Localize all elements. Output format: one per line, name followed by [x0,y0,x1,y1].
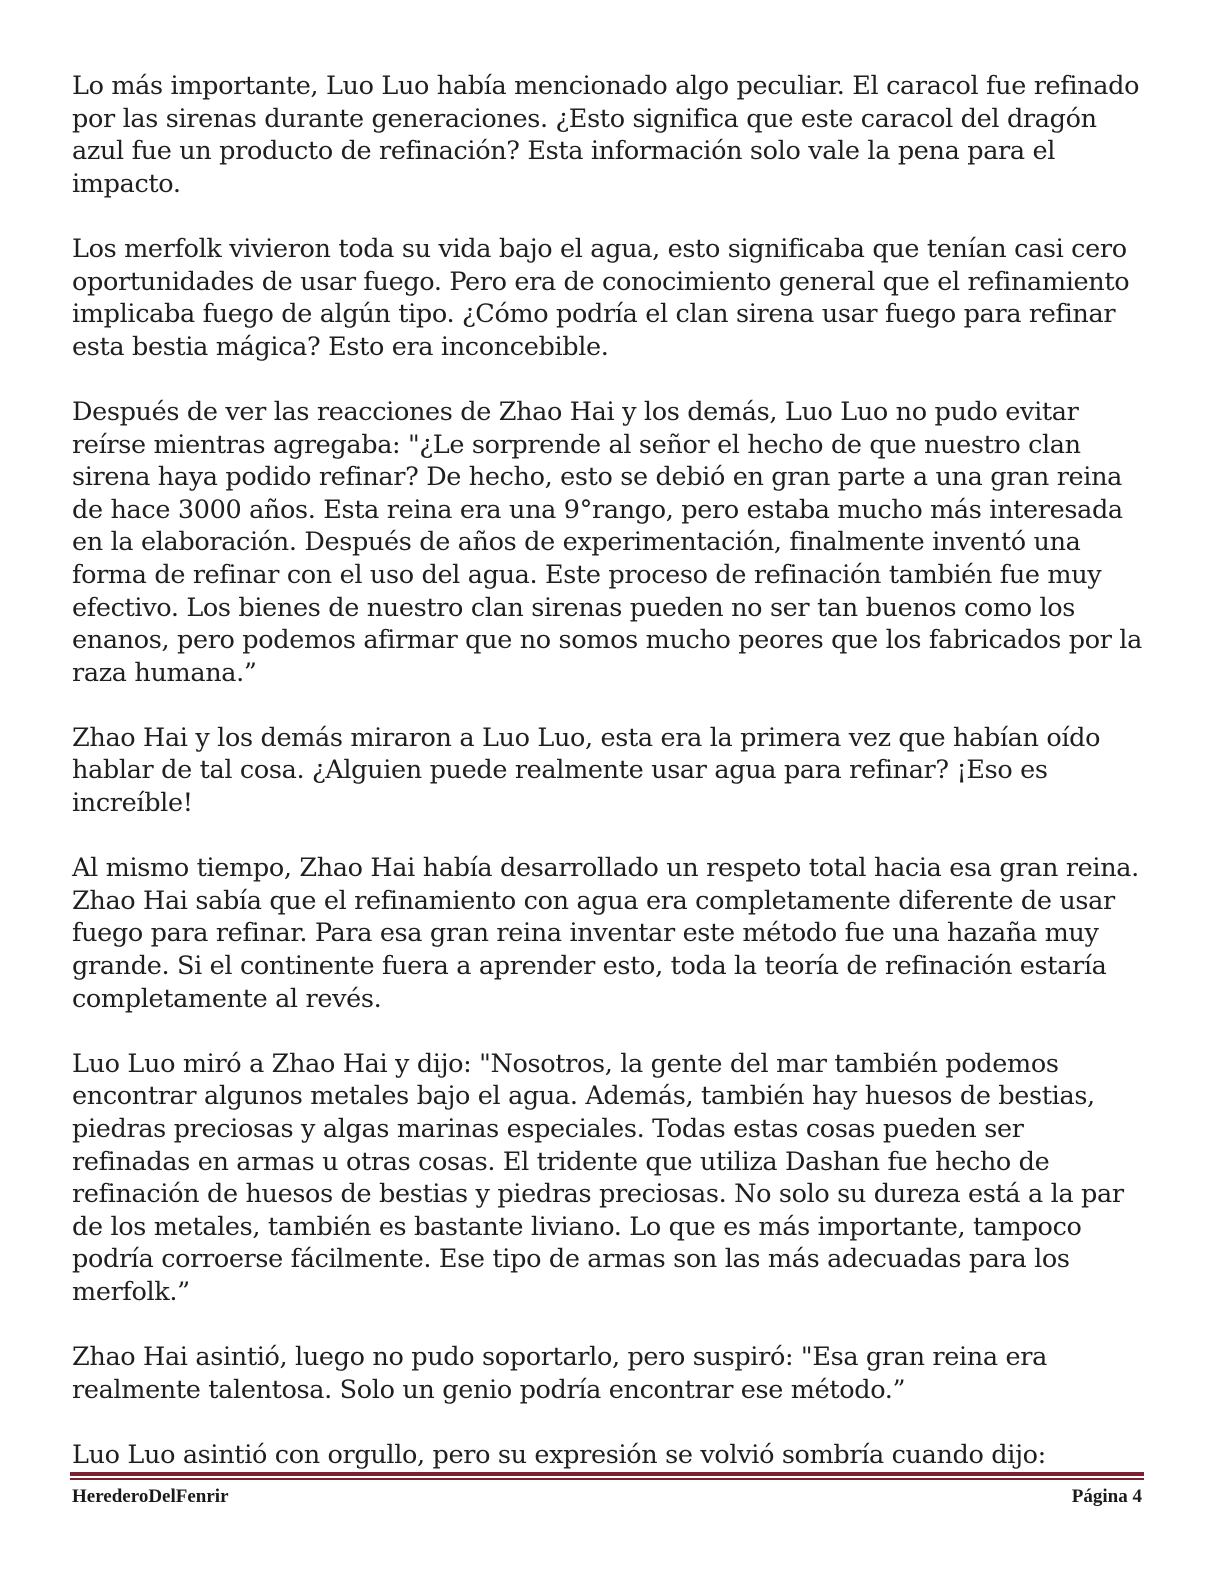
paragraph-3: Después de ver las reacciones de Zhao Hai y los demás, Luo Luo no pudo evitar reírse mientras agregaba: "¿Le sorprende al señor el hecho de que nuestro clan sirena haya podido refinar? De hecho, esto se debió en gran parte a una gran reina de hace 3000 años. Esta reina era una 9°rango, pero estaba mucho más interesada en la elaboración. Después de años de experimentación, finalmente inventó una forma de refinar con el uso del agua. Este proceso de refinación también fue muy efectivo. Los bienes de nuestro clan sirenas pueden no ser tan buenos como los enanos, pero podemos afirmar que no somos mucho peores que los fabricados por la raza humana.” [72,396,1142,688]
paragraph-4: Zhao Hai y los demás miraron a Luo Luo, esta era la primera vez que habían oído hablar de tal cosa. ¿Alguien puede realmente usar agua para refinar? ¡Eso es increíble! [72,722,1101,819]
footer-rule-thick [70,1472,1144,1476]
paragraph-8: Luo Luo asintió con orgullo, pero su expresión se volvió sombría cuando dijo: [72,1439,1046,1470]
footer-page-number: Página 4 [1071,1486,1142,1507]
footer-author: HerederoDelFenrir [72,1486,229,1507]
paragraph-5: Al mismo tiempo, Zhao Hai había desarrollado un respeto total hacia esa gran reina. Zhao Hai sabía que el refinamiento con agua era completamente diferente de usar fuego para refinar. Para esa gran reina inventar este método fue una hazaña muy grande. Si el continente fuera a aprender esto, toda la teoría de refinación estaría completamente al revés. [72,853,1139,1014]
paragraph-1: Lo más importante, Luo Luo había mencionado algo peculiar. El caracol fue refinado por las sirenas durante generaciones. ¿Esto significa que este caracol del dragón azul fue un producto de refinación? Esta información solo vale la pena para el impacto. [72,71,1140,199]
footer-rule-thin [70,1478,1144,1480]
body-text [72,70,1147,1472]
paragraph-2: Los merfolk vivieron toda su vida bajo el agua, esto significaba que tenían casi cero oportunidades de usar fuego. Pero era de conocimiento general que el refinamiento implicaba fuego de algún tipo. ¿Cómo podría el clan sirena usar fuego para refinar esta bestia mágica? Esto era inconcebible. [72,233,1130,362]
paragraph-6: Luo Luo miró a Zhao Hai y dijo: "Nosotros, la gente del mar también podemos encontrar algunos metales bajo el agua. Además, también hay huesos de bestias, piedras preciosas y algas marinas especiales. Todas estas cosas pueden ser refinadas en armas u otras cosas. El tridente que utiliza Dashan fue hecho de refinación de huesos de bestias y piedras preciosas. No solo su dureza está a la par de los metales, también es bastante liviano. Lo que es más importante, tampoco podría corroerse fácilmente. Ese tipo de armas son las más adecuadas para los merfolk.” [72,1048,1124,1307]
paragraph-7: Zhao Hai asintió, luego no pudo soportarlo, pero suspiró: "Esa gran reina era realmente talentosa. Solo un genio podría encontrar ese método.” [72,1342,1047,1405]
